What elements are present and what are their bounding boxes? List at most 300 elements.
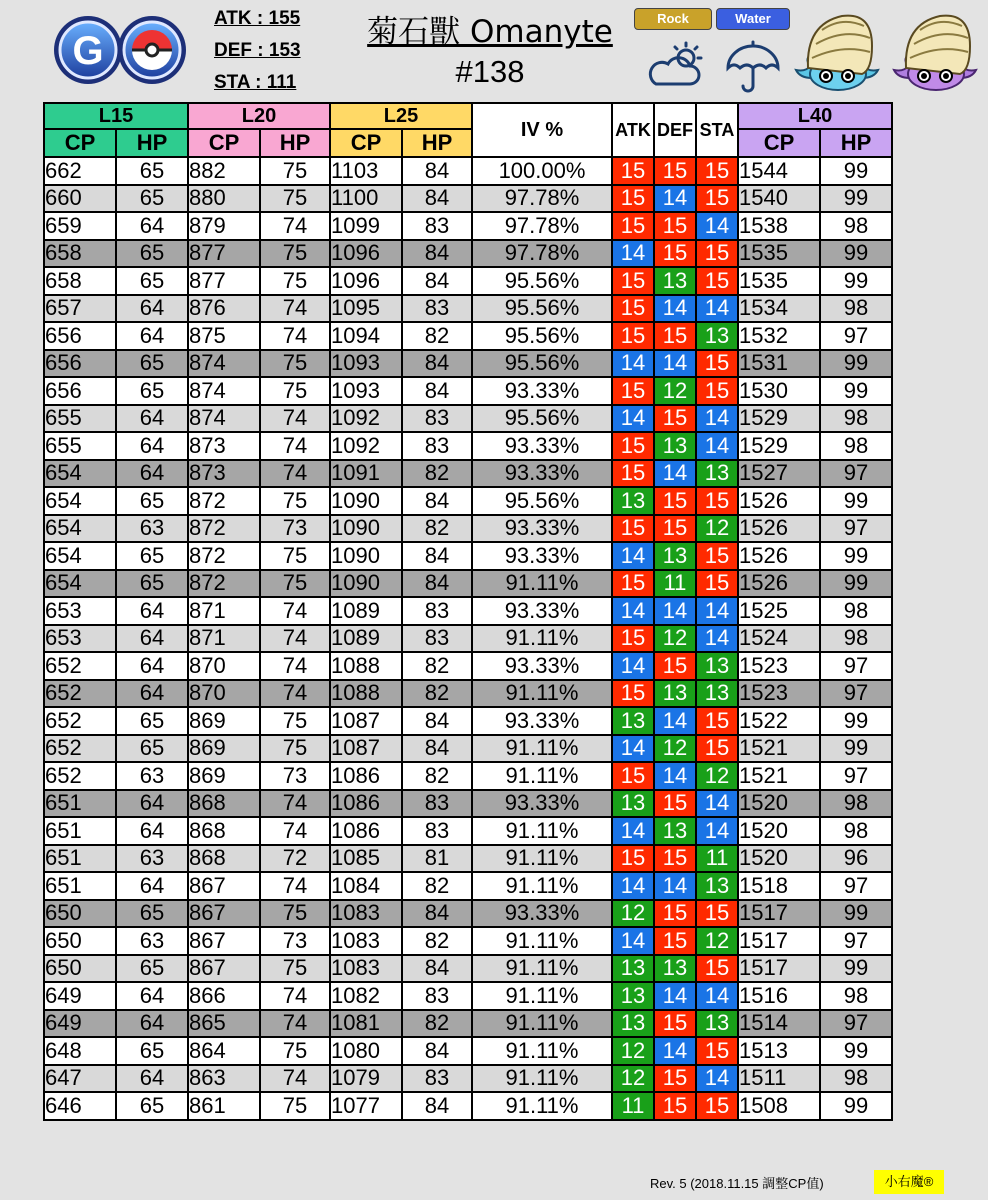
cell-l20-hp: 75 bbox=[260, 1037, 330, 1065]
cell-l15-hp: 64 bbox=[116, 982, 188, 1010]
cell-l15-cp: 650 bbox=[44, 900, 116, 928]
cell-l40-hp: 99 bbox=[820, 542, 892, 570]
cell-l15-hp: 63 bbox=[116, 927, 188, 955]
cell-l25-cp: 1083 bbox=[330, 900, 402, 928]
cell-l20-cp: 872 bbox=[188, 487, 260, 515]
cell-def-score: 15 bbox=[654, 790, 696, 818]
cell-iv-percent: 91.11% bbox=[472, 955, 612, 983]
cell-l25-cp: 1086 bbox=[330, 762, 402, 790]
cell-l25-cp: 1092 bbox=[330, 405, 402, 433]
cell-l15-cp: 654 bbox=[44, 542, 116, 570]
cell-l15-hp: 65 bbox=[116, 350, 188, 378]
table-row bbox=[44, 212, 892, 240]
cell-l20-hp: 74 bbox=[260, 652, 330, 680]
header-l15: L15 bbox=[44, 103, 188, 129]
cell-l25-hp: 84 bbox=[402, 487, 472, 515]
cell-l15-cp: 650 bbox=[44, 927, 116, 955]
cell-l40-cp: 1531 bbox=[738, 350, 820, 378]
table-row bbox=[44, 432, 892, 460]
cell-l15-hp: 65 bbox=[116, 1092, 188, 1120]
table-row bbox=[44, 185, 892, 213]
cell-l20-hp: 73 bbox=[260, 762, 330, 790]
cell-l20-cp: 871 bbox=[188, 597, 260, 625]
cell-l40-cp: 1517 bbox=[738, 955, 820, 983]
header-l40: L40 bbox=[738, 103, 892, 129]
cell-l40-cp: 1516 bbox=[738, 982, 820, 1010]
cell-l20-cp: 880 bbox=[188, 185, 260, 213]
cell-l15-cp: 654 bbox=[44, 515, 116, 543]
partly-cloudy-icon bbox=[646, 40, 708, 92]
table-row bbox=[44, 377, 892, 405]
cell-l15-hp: 65 bbox=[116, 377, 188, 405]
cell-l15-hp: 65 bbox=[116, 900, 188, 928]
cell-iv-percent: 91.11% bbox=[472, 762, 612, 790]
table-row bbox=[44, 735, 892, 763]
cell-l25-cp: 1096 bbox=[330, 267, 402, 295]
cell-l15-hp: 65 bbox=[116, 487, 188, 515]
cell-sta-score: 13 bbox=[696, 322, 738, 350]
cell-l40-cp: 1526 bbox=[738, 487, 820, 515]
cell-l20-cp: 863 bbox=[188, 1065, 260, 1093]
cell-iv-percent: 91.11% bbox=[472, 817, 612, 845]
table-row bbox=[44, 652, 892, 680]
header-l20-cp: CP bbox=[188, 129, 260, 157]
cell-l20-hp: 74 bbox=[260, 295, 330, 323]
cell-l15-hp: 64 bbox=[116, 625, 188, 653]
cell-iv-percent: 93.33% bbox=[472, 515, 612, 543]
cell-l40-hp: 99 bbox=[820, 955, 892, 983]
cell-iv-percent: 93.33% bbox=[472, 377, 612, 405]
cell-l25-hp: 83 bbox=[402, 1065, 472, 1093]
table-row bbox=[44, 295, 892, 323]
cell-l15-cp: 651 bbox=[44, 845, 116, 873]
table-row bbox=[44, 680, 892, 708]
cell-l40-cp: 1521 bbox=[738, 735, 820, 763]
cell-l25-hp: 84 bbox=[402, 707, 472, 735]
table-row bbox=[44, 542, 892, 570]
cell-atk-score: 14 bbox=[612, 350, 654, 378]
cell-l20-hp: 74 bbox=[260, 405, 330, 433]
cell-def-score: 15 bbox=[654, 487, 696, 515]
cell-l20-hp: 75 bbox=[260, 185, 330, 213]
cell-def-score: 13 bbox=[654, 955, 696, 983]
table-row bbox=[44, 405, 892, 433]
cell-l25-hp: 84 bbox=[402, 542, 472, 570]
cell-def-score: 15 bbox=[654, 212, 696, 240]
cell-def-score: 15 bbox=[654, 322, 696, 350]
cell-l40-cp: 1514 bbox=[738, 1010, 820, 1038]
cell-l25-cp: 1090 bbox=[330, 570, 402, 598]
table-header-cp-hp bbox=[44, 129, 892, 157]
table-row bbox=[44, 955, 892, 983]
cell-l20-cp: 861 bbox=[188, 1092, 260, 1120]
cell-l20-hp: 75 bbox=[260, 1092, 330, 1120]
table-row bbox=[44, 900, 892, 928]
cell-atk-score: 13 bbox=[612, 790, 654, 818]
cell-l15-hp: 64 bbox=[116, 817, 188, 845]
cell-l40-hp: 99 bbox=[820, 350, 892, 378]
cell-l40-cp: 1535 bbox=[738, 267, 820, 295]
cell-sta-score: 13 bbox=[696, 1010, 738, 1038]
cell-atk-score: 14 bbox=[612, 927, 654, 955]
cell-l25-hp: 83 bbox=[402, 597, 472, 625]
cell-l15-hp: 65 bbox=[116, 542, 188, 570]
cell-iv-percent: 91.11% bbox=[472, 1065, 612, 1093]
cell-atk-score: 15 bbox=[612, 295, 654, 323]
cell-l15-cp: 656 bbox=[44, 350, 116, 378]
cell-l15-cp: 652 bbox=[44, 680, 116, 708]
cell-l25-hp: 84 bbox=[402, 157, 472, 185]
cell-l25-cp: 1100 bbox=[330, 185, 402, 213]
cell-l20-hp: 74 bbox=[260, 597, 330, 625]
cell-iv-percent: 95.56% bbox=[472, 405, 612, 433]
cell-iv-percent: 91.11% bbox=[472, 982, 612, 1010]
cell-iv-percent: 93.33% bbox=[472, 432, 612, 460]
cell-l20-cp: 867 bbox=[188, 927, 260, 955]
cell-l20-hp: 75 bbox=[260, 570, 330, 598]
cell-iv-percent: 95.56% bbox=[472, 267, 612, 295]
cell-l20-cp: 872 bbox=[188, 542, 260, 570]
cell-iv-percent: 93.33% bbox=[472, 707, 612, 735]
cell-l20-hp: 74 bbox=[260, 680, 330, 708]
cell-l15-cp: 649 bbox=[44, 982, 116, 1010]
cell-atk-score: 14 bbox=[612, 817, 654, 845]
cell-def-score: 14 bbox=[654, 762, 696, 790]
cell-iv-percent: 91.11% bbox=[472, 1037, 612, 1065]
cell-atk-score: 13 bbox=[612, 955, 654, 983]
cell-l40-cp: 1523 bbox=[738, 652, 820, 680]
cell-l25-cp: 1091 bbox=[330, 460, 402, 488]
table-row bbox=[44, 872, 892, 900]
cell-l15-cp: 652 bbox=[44, 735, 116, 763]
cell-l40-hp: 99 bbox=[820, 1092, 892, 1120]
cell-l25-hp: 83 bbox=[402, 982, 472, 1010]
cell-l40-cp: 1530 bbox=[738, 377, 820, 405]
cell-l20-hp: 74 bbox=[260, 790, 330, 818]
cell-l40-hp: 97 bbox=[820, 460, 892, 488]
cell-l25-cp: 1103 bbox=[330, 157, 402, 185]
table-row bbox=[44, 1065, 892, 1093]
cell-l25-cp: 1093 bbox=[330, 350, 402, 378]
cell-l15-cp: 652 bbox=[44, 762, 116, 790]
cell-l20-hp: 75 bbox=[260, 157, 330, 185]
table-row bbox=[44, 460, 892, 488]
cell-atk-score: 15 bbox=[612, 762, 654, 790]
cell-l40-cp: 1522 bbox=[738, 707, 820, 735]
cell-l20-cp: 868 bbox=[188, 790, 260, 818]
cell-iv-percent: 95.56% bbox=[472, 295, 612, 323]
cell-l15-cp: 658 bbox=[44, 240, 116, 268]
cell-l15-cp: 653 bbox=[44, 597, 116, 625]
cell-l25-cp: 1082 bbox=[330, 982, 402, 1010]
table-row bbox=[44, 845, 892, 873]
header-l40-hp: HP bbox=[820, 129, 892, 157]
cell-atk-score: 14 bbox=[612, 872, 654, 900]
cell-l25-hp: 84 bbox=[402, 240, 472, 268]
cell-def-score: 14 bbox=[654, 350, 696, 378]
cell-iv-percent: 97.78% bbox=[472, 185, 612, 213]
cell-l15-hp: 64 bbox=[116, 1010, 188, 1038]
stat-def: DEF : 153 bbox=[214, 40, 301, 61]
cell-l40-cp: 1535 bbox=[738, 240, 820, 268]
cell-l25-cp: 1096 bbox=[330, 240, 402, 268]
author-signature: 小右魔® bbox=[874, 1170, 944, 1194]
cell-l25-hp: 82 bbox=[402, 322, 472, 350]
cell-l15-cp: 648 bbox=[44, 1037, 116, 1065]
cell-l20-hp: 74 bbox=[260, 212, 330, 240]
header-l40-cp: CP bbox=[738, 129, 820, 157]
cell-atk-score: 15 bbox=[612, 212, 654, 240]
cell-l20-hp: 75 bbox=[260, 735, 330, 763]
cell-def-score: 13 bbox=[654, 267, 696, 295]
cell-l15-cp: 651 bbox=[44, 817, 116, 845]
cell-l40-hp: 98 bbox=[820, 982, 892, 1010]
cell-l15-hp: 65 bbox=[116, 240, 188, 268]
cell-iv-percent: 91.11% bbox=[472, 927, 612, 955]
cell-l15-cp: 653 bbox=[44, 625, 116, 653]
cell-l25-hp: 82 bbox=[402, 1010, 472, 1038]
cell-atk-score: 12 bbox=[612, 1065, 654, 1093]
cell-l25-cp: 1083 bbox=[330, 927, 402, 955]
cell-iv-percent: 93.33% bbox=[472, 652, 612, 680]
cell-l15-hp: 65 bbox=[116, 157, 188, 185]
cell-l20-hp: 74 bbox=[260, 432, 330, 460]
cell-l15-hp: 64 bbox=[116, 405, 188, 433]
table-row bbox=[44, 927, 892, 955]
table-row bbox=[44, 157, 892, 185]
table-row bbox=[44, 817, 892, 845]
cell-l20-hp: 75 bbox=[260, 542, 330, 570]
cell-atk-score: 13 bbox=[612, 982, 654, 1010]
cell-atk-score: 14 bbox=[612, 735, 654, 763]
cell-def-score: 14 bbox=[654, 597, 696, 625]
cell-atk-score: 13 bbox=[612, 487, 654, 515]
cell-def-score: 15 bbox=[654, 652, 696, 680]
table-row bbox=[44, 790, 892, 818]
cell-l20-cp: 874 bbox=[188, 405, 260, 433]
cell-l20-cp: 871 bbox=[188, 625, 260, 653]
cell-l40-hp: 97 bbox=[820, 652, 892, 680]
header-l15-cp: CP bbox=[44, 129, 116, 157]
cell-l40-hp: 99 bbox=[820, 267, 892, 295]
cell-def-score: 15 bbox=[654, 157, 696, 185]
cell-atk-score: 15 bbox=[612, 322, 654, 350]
cell-l40-cp: 1517 bbox=[738, 927, 820, 955]
cell-l25-hp: 82 bbox=[402, 762, 472, 790]
cell-def-score: 12 bbox=[654, 735, 696, 763]
cell-iv-percent: 91.11% bbox=[472, 570, 612, 598]
cell-l20-hp: 74 bbox=[260, 982, 330, 1010]
cell-l25-hp: 83 bbox=[402, 212, 472, 240]
cell-atk-score: 13 bbox=[612, 707, 654, 735]
table-row bbox=[44, 982, 892, 1010]
cell-l25-hp: 84 bbox=[402, 570, 472, 598]
cell-def-score: 13 bbox=[654, 542, 696, 570]
cell-l25-hp: 83 bbox=[402, 625, 472, 653]
cell-l20-cp: 865 bbox=[188, 1010, 260, 1038]
cell-l15-cp: 660 bbox=[44, 185, 116, 213]
cell-l40-cp: 1511 bbox=[738, 1065, 820, 1093]
cell-l15-cp: 646 bbox=[44, 1092, 116, 1120]
cell-l25-hp: 83 bbox=[402, 405, 472, 433]
cell-l20-hp: 75 bbox=[260, 240, 330, 268]
cell-atk-score: 14 bbox=[612, 597, 654, 625]
cell-l20-cp: 875 bbox=[188, 322, 260, 350]
cell-atk-score: 15 bbox=[612, 432, 654, 460]
cell-sta-score: 13 bbox=[696, 680, 738, 708]
cell-l20-cp: 870 bbox=[188, 680, 260, 708]
cell-l15-hp: 64 bbox=[116, 1065, 188, 1093]
cell-l15-cp: 658 bbox=[44, 267, 116, 295]
cell-l20-hp: 74 bbox=[260, 460, 330, 488]
cell-def-score: 15 bbox=[654, 515, 696, 543]
cell-l15-cp: 656 bbox=[44, 377, 116, 405]
cell-l15-cp: 656 bbox=[44, 322, 116, 350]
cell-l20-hp: 74 bbox=[260, 625, 330, 653]
cell-l20-cp: 873 bbox=[188, 432, 260, 460]
cell-l40-cp: 1520 bbox=[738, 790, 820, 818]
cell-l20-cp: 877 bbox=[188, 267, 260, 295]
cell-def-score: 15 bbox=[654, 1065, 696, 1093]
cell-l15-hp: 64 bbox=[116, 597, 188, 625]
table-row bbox=[44, 570, 892, 598]
cell-l25-hp: 84 bbox=[402, 955, 472, 983]
cell-def-score: 15 bbox=[654, 927, 696, 955]
cell-l20-cp: 874 bbox=[188, 350, 260, 378]
cell-l15-cp: 651 bbox=[44, 872, 116, 900]
cell-sta-score: 14 bbox=[696, 1065, 738, 1093]
cell-atk-score: 15 bbox=[612, 185, 654, 213]
table-row bbox=[44, 625, 892, 653]
cell-l15-cp: 659 bbox=[44, 212, 116, 240]
cell-def-score: 11 bbox=[654, 570, 696, 598]
cell-l40-cp: 1526 bbox=[738, 570, 820, 598]
cell-l40-cp: 1523 bbox=[738, 680, 820, 708]
cell-l20-hp: 75 bbox=[260, 955, 330, 983]
cell-sta-score: 14 bbox=[696, 597, 738, 625]
cell-l25-cp: 1088 bbox=[330, 680, 402, 708]
table-row bbox=[44, 597, 892, 625]
cell-l40-hp: 98 bbox=[820, 212, 892, 240]
stat-sta: STA : 111 bbox=[214, 72, 297, 93]
cell-l15-hp: 64 bbox=[116, 652, 188, 680]
cell-atk-score: 15 bbox=[612, 845, 654, 873]
cell-iv-percent: 91.11% bbox=[472, 1092, 612, 1120]
cell-iv-percent: 95.56% bbox=[472, 487, 612, 515]
cell-l25-cp: 1099 bbox=[330, 212, 402, 240]
cell-l15-hp: 65 bbox=[116, 185, 188, 213]
cell-l25-cp: 1085 bbox=[330, 845, 402, 873]
cell-l25-hp: 82 bbox=[402, 680, 472, 708]
cell-l25-cp: 1095 bbox=[330, 295, 402, 323]
table-body bbox=[44, 157, 892, 1120]
cell-l25-cp: 1094 bbox=[330, 322, 402, 350]
cell-l40-cp: 1534 bbox=[738, 295, 820, 323]
cell-iv-percent: 93.33% bbox=[472, 542, 612, 570]
cell-sta-score: 15 bbox=[696, 1092, 738, 1120]
cell-l40-hp: 99 bbox=[820, 707, 892, 735]
cell-l20-cp: 868 bbox=[188, 845, 260, 873]
cell-l25-cp: 1089 bbox=[330, 597, 402, 625]
cell-l40-cp: 1526 bbox=[738, 542, 820, 570]
cell-l25-cp: 1092 bbox=[330, 432, 402, 460]
cell-l40-hp: 98 bbox=[820, 817, 892, 845]
cell-l25-hp: 83 bbox=[402, 432, 472, 460]
cell-iv-percent: 91.11% bbox=[472, 872, 612, 900]
cell-l15-cp: 655 bbox=[44, 432, 116, 460]
cell-l25-hp: 84 bbox=[402, 185, 472, 213]
cell-l25-cp: 1088 bbox=[330, 652, 402, 680]
cell-l40-hp: 99 bbox=[820, 487, 892, 515]
cell-def-score: 15 bbox=[654, 240, 696, 268]
cell-def-score: 13 bbox=[654, 817, 696, 845]
cell-l25-cp: 1084 bbox=[330, 872, 402, 900]
cell-l25-hp: 83 bbox=[402, 790, 472, 818]
cell-l40-cp: 1527 bbox=[738, 460, 820, 488]
cell-l20-hp: 72 bbox=[260, 845, 330, 873]
cell-l25-hp: 82 bbox=[402, 515, 472, 543]
cell-l25-cp: 1090 bbox=[330, 542, 402, 570]
cell-l40-cp: 1544 bbox=[738, 157, 820, 185]
cell-atk-score: 14 bbox=[612, 652, 654, 680]
cell-sta-score: 14 bbox=[696, 817, 738, 845]
cell-l40-cp: 1517 bbox=[738, 900, 820, 928]
cell-def-score: 14 bbox=[654, 872, 696, 900]
cell-atk-score: 14 bbox=[612, 240, 654, 268]
cell-l40-cp: 1540 bbox=[738, 185, 820, 213]
cell-l25-hp: 84 bbox=[402, 377, 472, 405]
cell-l15-hp: 65 bbox=[116, 955, 188, 983]
cell-iv-percent: 93.33% bbox=[472, 460, 612, 488]
cell-l25-hp: 84 bbox=[402, 1037, 472, 1065]
cell-iv-percent: 100.00% bbox=[472, 157, 612, 185]
cell-l15-hp: 64 bbox=[116, 322, 188, 350]
cell-l20-cp: 876 bbox=[188, 295, 260, 323]
header-def: DEF bbox=[654, 103, 696, 157]
cell-sta-score: 13 bbox=[696, 652, 738, 680]
cell-sta-score: 12 bbox=[696, 762, 738, 790]
header-l15-hp: HP bbox=[116, 129, 188, 157]
cell-iv-percent: 93.33% bbox=[472, 900, 612, 928]
cell-iv-percent: 93.33% bbox=[472, 597, 612, 625]
cell-l25-hp: 82 bbox=[402, 460, 472, 488]
cell-l25-hp: 82 bbox=[402, 872, 472, 900]
cell-atk-score: 15 bbox=[612, 377, 654, 405]
type-badge-water: Water bbox=[716, 8, 790, 30]
cell-l25-hp: 82 bbox=[402, 927, 472, 955]
table-row bbox=[44, 1092, 892, 1120]
svg-text:G: G bbox=[72, 29, 104, 73]
cell-l15-hp: 64 bbox=[116, 680, 188, 708]
cell-l40-hp: 97 bbox=[820, 1010, 892, 1038]
cell-l20-cp: 867 bbox=[188, 872, 260, 900]
cell-l25-cp: 1093 bbox=[330, 377, 402, 405]
cell-l15-hp: 65 bbox=[116, 267, 188, 295]
cell-sta-score: 14 bbox=[696, 212, 738, 240]
cell-l20-cp: 873 bbox=[188, 460, 260, 488]
cell-sta-score: 13 bbox=[696, 872, 738, 900]
cell-l15-cp: 649 bbox=[44, 1010, 116, 1038]
cell-atk-score: 14 bbox=[612, 542, 654, 570]
cell-l25-hp: 81 bbox=[402, 845, 472, 873]
cell-sta-score: 12 bbox=[696, 515, 738, 543]
cell-l40-hp: 99 bbox=[820, 185, 892, 213]
cell-l20-hp: 74 bbox=[260, 1065, 330, 1093]
cell-sta-score: 14 bbox=[696, 405, 738, 433]
cell-l15-cp: 654 bbox=[44, 460, 116, 488]
cell-l25-cp: 1083 bbox=[330, 955, 402, 983]
cell-l40-hp: 96 bbox=[820, 845, 892, 873]
